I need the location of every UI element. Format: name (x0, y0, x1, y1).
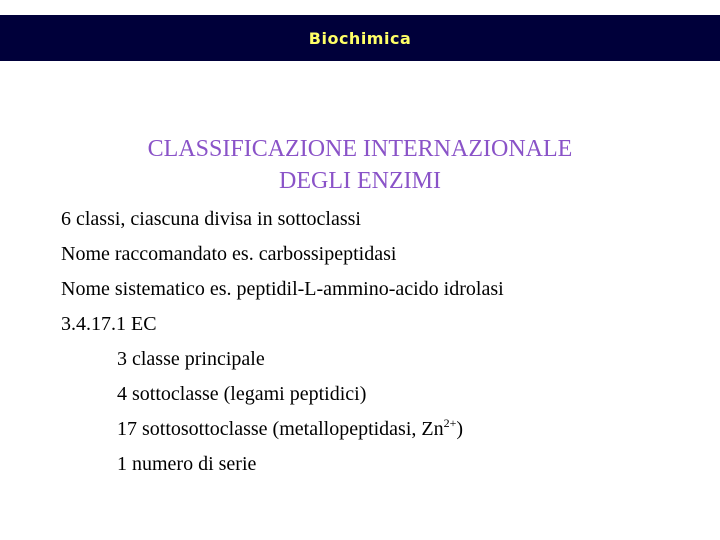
body-line-systematic-name: Nome sistematico es. peptidil-L-ammino-acido idrolasi (61, 278, 504, 300)
body-line-ec-number: 3.4.17.1 EC (61, 313, 157, 335)
body-line-classes: 6 classi, ciascuna divisa in sottoclassi (61, 208, 361, 230)
slide-title (60, 133, 660, 197)
body-subline-subsubclass (61, 413, 504, 448)
slide-title-line-1: CLASSIFICAZIONE INTERNAZIONALE (147, 136, 573, 162)
header-bar (0, 15, 720, 61)
body-subline-class: 3 classe principale (117, 348, 265, 370)
slide-title-line-2: DEGLI ENZIMI (279, 168, 441, 194)
body-subline-subclass: 4 sottoclasse (legami peptidici) (117, 383, 367, 405)
header-title: Biochimica (308, 28, 412, 48)
body-subline-serial: 1 numero di serie (117, 453, 257, 475)
subsubclass-text: 17 sottosottoclasse (metallopeptidasi, Zn (117, 418, 444, 440)
subsubclass-closing: ) (456, 418, 464, 440)
zinc-charge-superscript: 2+ (443, 416, 457, 430)
slide-body (61, 203, 504, 483)
body-line-recommended-name: Nome raccomandato es. carbossipeptidasi (61, 243, 397, 265)
